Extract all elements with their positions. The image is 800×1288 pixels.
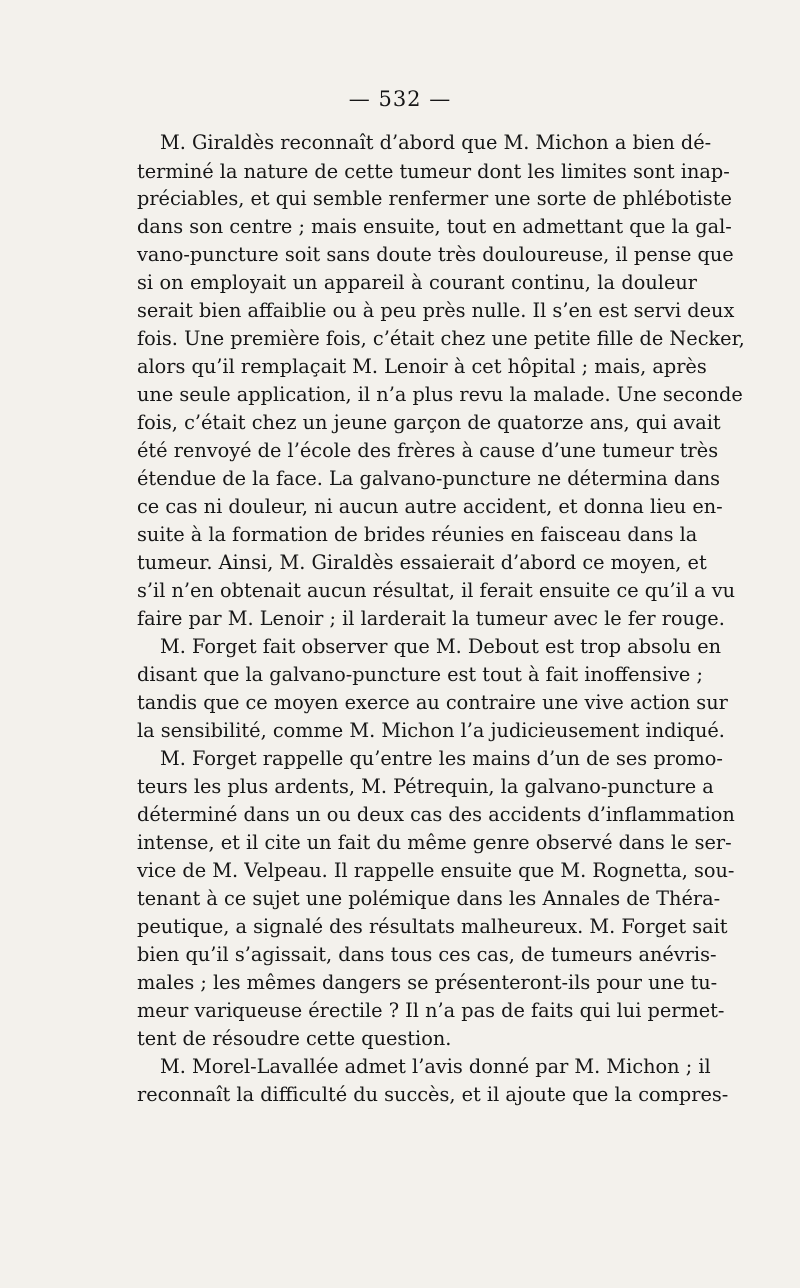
text-line (0, 632, 800, 662)
text-line-content: M. Forget fait observer que M. Debout est trop absolu en (160, 635, 722, 658)
text-line-content: dans son centre ; mais ensuite, tout en admettant que la gal- (137, 215, 732, 238)
text-line-content: intense, et il cite un fait du même genre observé dans le ser- (137, 831, 732, 854)
text-line (0, 576, 800, 606)
text-line (0, 324, 800, 354)
text-line-content: tandis que ce moyen exerce au contraire une vive action sur (137, 691, 728, 714)
text-line (0, 464, 800, 494)
text-line (0, 1080, 800, 1110)
text-line (0, 408, 800, 438)
text-line-content: fois, c’était chez un jeune garçon de quatorze ans, qui avait (137, 411, 721, 434)
text-line-content: fois. Une première fois, c’était chez une petite fille de Necker, (137, 327, 745, 350)
text-line (0, 940, 800, 970)
text-line-content: meur variqueuse érectile ? Il n’a pas de faits qui lui permet- (137, 999, 725, 1022)
text-line (0, 240, 800, 270)
text-line-content: si on employait un appareil à courant continu, la douleur (137, 271, 697, 294)
text-line-content: vano-puncture soit sans doute très douloureuse, il pense que (137, 243, 734, 266)
text-line-content: faire par M. Lenoir ; il larderait la tumeur avec le fer rouge. (137, 607, 725, 630)
text-line-content: serait bien affaiblie ou à peu près nulle. Il s’en est servi deux (137, 299, 735, 322)
text-line-content: peutique, a signalé des résultats malheureux. M. Forget sait (137, 915, 728, 938)
text-line (0, 128, 800, 158)
text-line-content: reconnaît la difficulté du succès, et il ajoute que la compres- (137, 1083, 729, 1106)
text-line-content: males ; les mêmes dangers se présenteront-ils pour une tu- (137, 971, 718, 994)
text-line (0, 268, 800, 298)
text-line (0, 492, 800, 522)
text-line-content: M. Morel-Lavallée admet l’avis donné par M. Michon ; il (160, 1055, 711, 1078)
text-line (0, 744, 800, 774)
text-line-content: tumeur. Ainsi, M. Giraldès essaierait d’abord ce moyen, et (137, 551, 707, 574)
text-line (0, 1052, 800, 1082)
text-line (0, 436, 800, 466)
text-line-content: teurs les plus ardents, M. Pétrequin, la galvano-puncture a (137, 775, 714, 798)
text-line (0, 884, 800, 914)
text-line-content: ce cas ni douleur, ni aucun autre accident, et donna lieu en- (137, 495, 723, 518)
text-line-content: terminé la nature de cette tumeur dont les limites sont inap- (137, 160, 730, 183)
text-line (0, 828, 800, 858)
text-line-content: déterminé dans un ou deux cas des accidents d’inflammation (137, 803, 735, 826)
page-number: — 532 — (348, 87, 452, 111)
text-line (0, 912, 800, 942)
text-line (0, 604, 800, 634)
text-line (0, 520, 800, 550)
text-line (0, 212, 800, 242)
text-line-content: s’il n’en obtenait aucun résultat, il ferait ensuite ce qu’il a vu (137, 579, 736, 602)
text-line (0, 660, 800, 690)
text-line (0, 716, 800, 746)
text-line-content: une seule application, il n’a plus revu la malade. Une seconde (137, 383, 743, 406)
text-line-content: alors qu’il remplaçait M. Lenoir à cet hôpital ; mais, après (137, 355, 707, 378)
text-line-content: été renvoyé de l’école des frères à cause d’une tumeur très (137, 439, 719, 462)
text-line-content: suite à la formation de brides réunies en faisceau dans la (137, 523, 698, 546)
text-line (0, 296, 800, 326)
text-line-content: disant que la galvano-puncture est tout à fait inoffensive ; (137, 663, 703, 686)
text-line-content: vice de M. Velpeau. Il rappelle ensuite que M. Rognetta, sou- (137, 859, 735, 882)
text-line (0, 968, 800, 998)
text-line-content: étendue de la face. La galvano-puncture ne détermina dans (137, 467, 721, 490)
text-line-content: M. Forget rappelle qu’entre les mains d’un de ses promo- (160, 747, 723, 770)
text-line-content: M. Giraldès reconnaît d’abord que M. Michon a bien dé- (160, 131, 712, 154)
text-line-content: tent de résoudre cette question. (137, 1027, 452, 1050)
text-line-content: préciables, et qui semble renfermer une sorte de phlébotiste (137, 187, 732, 210)
text-line (0, 688, 800, 718)
text-line (0, 157, 800, 187)
text-line (0, 996, 800, 1026)
text-line (0, 380, 800, 410)
text-line (0, 800, 800, 830)
text-line-content: la sensibilité, comme M. Michon l’a judicieusement indiqué. (137, 719, 725, 742)
text-line (0, 772, 800, 802)
text-line (0, 352, 800, 382)
text-line (0, 856, 800, 886)
text-line (0, 184, 800, 214)
text-line (0, 548, 800, 578)
text-line (0, 1024, 800, 1054)
text-line-content: bien qu’il s’agissait, dans tous ces cas, de tumeurs anévris- (137, 943, 717, 966)
text-line-content: tenant à ce sujet une polémique dans les Annales de Théra- (137, 887, 721, 910)
